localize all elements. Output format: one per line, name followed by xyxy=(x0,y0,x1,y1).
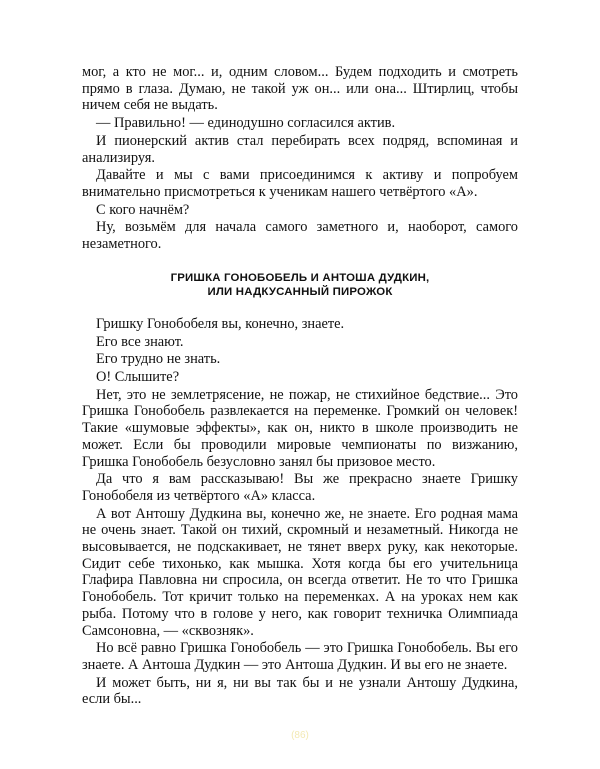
paragraph: С кого начнём? xyxy=(96,201,190,218)
paragraph: Гришку Гонобобеля вы, конечно, знаете. xyxy=(96,315,345,332)
paragraph: И пионерский актив стал перебирать всех подряд, вспоминая и анализируя. xyxy=(82,132,518,166)
paragraph: Давайте и мы с вами присоединимся к активу и попробуем внимательно присмотреться к ученикам нашего четвёртого «А». xyxy=(82,167,518,200)
paragraph: Его все знают. xyxy=(96,333,184,350)
paragraph: Но всё равно Гришка Гонобобель — это Гришка Гонобобель. Вы его знаете. А Антоша Дудкин — это Антоша Дудкин. И вы его не знаете. xyxy=(82,640,518,673)
paragraph: И может быть, ни я, ни вы так бы и не узнали Антошу Дудкина, если бы... xyxy=(82,674,518,708)
paragraph: — Правильно! — единодушно согласился актив. xyxy=(96,115,396,132)
page-number: (86) xyxy=(291,730,309,741)
chapter-heading xyxy=(82,271,518,300)
paragraph: О! Слышите? xyxy=(96,369,180,386)
page-body xyxy=(82,64,518,709)
chapter-heading-line-2: ИЛИ НАДКУСАННЫЙ ПИРОЖОК xyxy=(207,286,393,299)
chapter-heading-line-1: ГРИШКА ГОНОБОБЕЛЬ И АНТОША ДУДКИН, xyxy=(170,271,430,284)
paragraph: Ну, возьмём для начала самого заметного и, наоборот, самого незаметного. xyxy=(82,219,518,253)
paragraph: Его трудно не знать. xyxy=(96,351,221,368)
paragraph: Да что я вам рассказываю! Вы же прекрасно знаете Гришку Гонобобеля из четвёртого «А» класса. xyxy=(82,471,518,504)
paragraph: Нет, это не землетрясение, не пожар, не стихийное бедствие... Это Гришка Гонобобель развлекается на переменке. Громкий он человек! Такие «шумовые эффекты», как он, никто в школе производить не может. Если бы проводили мировые чемпионаты по визжанию, Гришка Гонобобель безусловно занял бы призовое место. xyxy=(82,386,518,470)
paragraph: мог, а кто не мог... и, одним словом... Будем подходить и смотреть прямо в глаза. Думаю, не такой уж он... или она... Штирлиц, чтобы ничем себя не выдать. xyxy=(82,64,518,114)
paragraph: А вот Антошу Дудкина вы, конечно же, не знаете. Его родная мама не очень знает. Такой он тихий, скромный и незаметный. Никогда не высовывается, не подскакивает, не тянет вверх руку, как некоторые. Сидит себе тихонько, как мышка. Хотя когда бы его учительница Глафира Павловна ни спросила, он всегда ответит. Не то что Гришка Гонобобель. Тот кричит только на переменках. А на уроках нем как рыба. Потому что в голове у него, как говорит техничка Олимпиада Самсоновна, — «сквозняк». xyxy=(82,505,518,639)
